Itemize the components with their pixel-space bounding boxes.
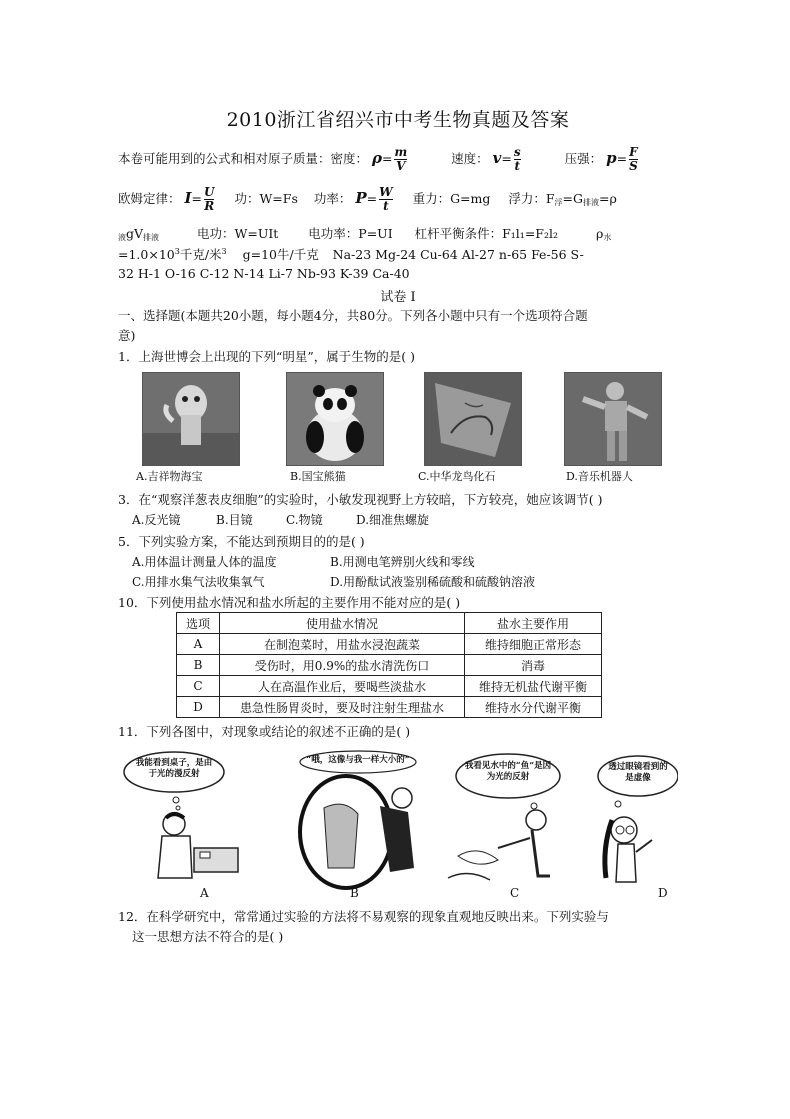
fossil-photo	[424, 372, 522, 466]
table-cell: B	[177, 655, 220, 676]
part1-heading-line2: 意)	[118, 328, 136, 343]
p-symbol: p	[606, 149, 617, 167]
equals: =	[366, 191, 378, 206]
equals: =	[616, 151, 628, 166]
table-cell: 维持水分代谢平衡	[465, 697, 602, 718]
table-header: 选项	[177, 613, 220, 634]
table-cell: C	[177, 676, 220, 697]
buoyancy-part: =ρ	[599, 191, 617, 206]
caption-d: D.音乐机器人	[566, 470, 633, 483]
formula-line-2	[118, 186, 617, 213]
table-cell: 人在高温作业后，要喝些淡盐水	[220, 676, 465, 697]
water-density-value: =1.0×10	[118, 247, 175, 262]
t-symbol: t	[514, 159, 520, 173]
panda-photo	[286, 372, 384, 466]
caption-b: B.国宝熊猫	[290, 470, 346, 483]
formula-line-3	[118, 224, 611, 243]
q5-option-d: D.用酚酞试液鉴别稀硫酸和硫酸钠溶液	[330, 575, 536, 589]
ohm-label: 欧姆定律：	[118, 191, 181, 206]
table-row	[177, 697, 602, 718]
area-symbol: S	[629, 159, 638, 173]
buoyancy-sub: 排液	[583, 198, 600, 207]
section-heading: 试卷 I	[380, 290, 416, 305]
table-header-row	[177, 613, 602, 634]
question-10-stem: 10．下列使用盐水情况和盐水所起的主要作用不能对应的是( )	[118, 595, 461, 610]
question-1-stem: 1．上海世博会上出现的下列“明星”，属于生物的是( )	[118, 349, 415, 364]
gravity-formula: 重力：G=mg	[412, 191, 491, 206]
density-unit: 千克/米	[179, 247, 222, 262]
q3-option-a: A.反光镜	[132, 513, 181, 527]
v-symbol: v	[492, 149, 502, 167]
caption-a: A.吉祥物海宝	[136, 470, 203, 483]
liquid-sub: 液	[118, 233, 126, 242]
table-row	[177, 676, 602, 697]
exp-sup: 3	[174, 247, 180, 256]
w-symbol: W	[379, 185, 393, 199]
formula-intro: 本卷可能用到的公式和相对原子质量：密度：	[118, 151, 369, 166]
haibao-photo	[142, 372, 240, 466]
density-fraction	[394, 146, 407, 173]
formula-line-5	[118, 266, 410, 281]
pressure-label: 压强：	[564, 151, 603, 166]
part1-heading-line1: 一、选择题(本题共20小题，每小题4分，共80分。下列各小题中只有一个选项符合题	[118, 308, 588, 323]
equals: =	[381, 151, 393, 166]
question-5-stem: 5．下列实验方案，不能达到预期目的的是( )	[118, 534, 365, 549]
pressure-fraction	[629, 146, 638, 173]
q5-option-c: C.用排水集气法收集氧气	[132, 575, 265, 589]
table-cell: A	[177, 634, 220, 655]
question-1-images	[118, 372, 678, 484]
ohm-fraction	[204, 186, 214, 213]
formula-line-4	[118, 245, 584, 263]
bubble-c: 我看见水中的“鱼”是因为光的反射	[464, 761, 552, 782]
displaced-sub: 排液	[143, 233, 160, 242]
question-12-line2: 这一思想方法不符合的是( )	[132, 929, 284, 944]
buoyancy-part: 浮力：F	[508, 191, 555, 206]
t-symbol: t	[383, 199, 389, 213]
q3-option-c: C.物镜	[286, 513, 323, 527]
gv-text: gV	[126, 226, 144, 241]
water-density-symbol: ρ	[595, 226, 604, 241]
work-formula: 功：W=Fs	[234, 191, 298, 206]
buoyancy-formula	[508, 191, 616, 206]
s-symbol: s	[513, 145, 521, 159]
exp-sup: 3	[221, 247, 227, 256]
table-header: 盐水主要作用	[465, 613, 602, 634]
question-12-line1: 12．在科学研究中，常常通过实验的方法将不易观察的现象直观地反映出来。下列实验与	[118, 909, 609, 924]
table-cell: 消毒	[465, 655, 602, 676]
water-sub: 水	[603, 233, 612, 242]
question-11-stem: 11．下列各图中，对现象或结论的叙述不正确的是( )	[118, 724, 411, 739]
r-symbol: R	[204, 199, 215, 213]
table-row	[177, 655, 602, 676]
equals: =	[191, 191, 203, 206]
electric-work: 电功：W=UIt	[197, 226, 279, 241]
electric-power: 电功率：P=UI	[308, 226, 393, 241]
table-cell: 维持细胞正常形态	[465, 634, 602, 655]
cartoon-label-d: D	[658, 886, 668, 900]
equals: =	[501, 151, 512, 166]
q5-option-b: B.用测电笔辨别火线和零线	[330, 555, 475, 569]
i-symbol: I	[184, 189, 192, 207]
bubble-a: 我能看到桌子，是由于光的漫反射	[135, 758, 213, 779]
table-cell: 患急性肠胃炎时，要及时注射生理盐水	[220, 697, 465, 718]
robot-photo	[564, 372, 662, 466]
table-cell: 受伤时，用0.9%的盐水清洗伤口	[220, 655, 465, 676]
speed-label: 速度：	[451, 151, 489, 166]
speed-fraction	[514, 146, 521, 173]
bubble-d: 透过眼镜看到的是虚像	[608, 762, 668, 783]
cartoon-label-b: B	[350, 886, 359, 900]
q3-option-b: B.目镜	[216, 513, 253, 527]
salt-water-table	[176, 612, 602, 718]
rho-symbol: ρ	[372, 149, 382, 167]
table-cell: 维持无机盐代谢平衡	[465, 676, 602, 697]
cartoon-label-c: C	[510, 886, 520, 900]
table-row	[177, 634, 602, 655]
table-header: 使用盐水情况	[220, 613, 465, 634]
atomic-masses-2: 32 H-1 O-16 C-12 N-14 Li-7 Nb-93 K-39 Ca-40	[118, 266, 410, 281]
formula-line-1	[118, 146, 640, 173]
question-3-stem: 3．在“观察洋葱表皮细胞”的实验时，小敏发现视野上方较暗，下方较亮，她应该调节( )	[118, 492, 603, 507]
atomic-masses-1: Na-23 Mg-24 Cu-64 Al-27 n-65 Fe-56 S-	[332, 247, 584, 262]
cartoon-label-a: A	[200, 886, 209, 900]
question-11-cartoon	[118, 748, 678, 906]
lever-balance: 杠杆平衡条件：F₁l₁=F₂l₂	[414, 226, 558, 241]
power-label: 功率：	[313, 191, 352, 206]
volume-symbol: V	[396, 159, 406, 173]
power-symbol: P	[355, 189, 367, 207]
page-title: 2010浙江省绍兴市中考生物真题及答案	[226, 109, 570, 131]
f-symbol: F	[629, 145, 638, 159]
table-cell: 在制泡菜时，用盐水浸泡蔬菜	[220, 634, 465, 655]
buoyancy-part: =G	[562, 191, 584, 206]
caption-c: C.中华龙鸟化石	[418, 470, 496, 483]
u-symbol: U	[204, 185, 215, 199]
q3-option-d: D.细准焦螺旋	[356, 513, 430, 527]
buoyancy-sub: 浮	[554, 198, 563, 207]
g-value: g=10牛/千克	[242, 247, 319, 262]
q5-option-a: A.用体温计测量人体的温度	[132, 555, 277, 569]
bubble-b: “哦，这像与我一样大小的”	[306, 755, 410, 765]
table-cell: D	[177, 697, 220, 718]
mass-symbol: m	[394, 145, 408, 159]
power-fraction	[379, 186, 392, 213]
